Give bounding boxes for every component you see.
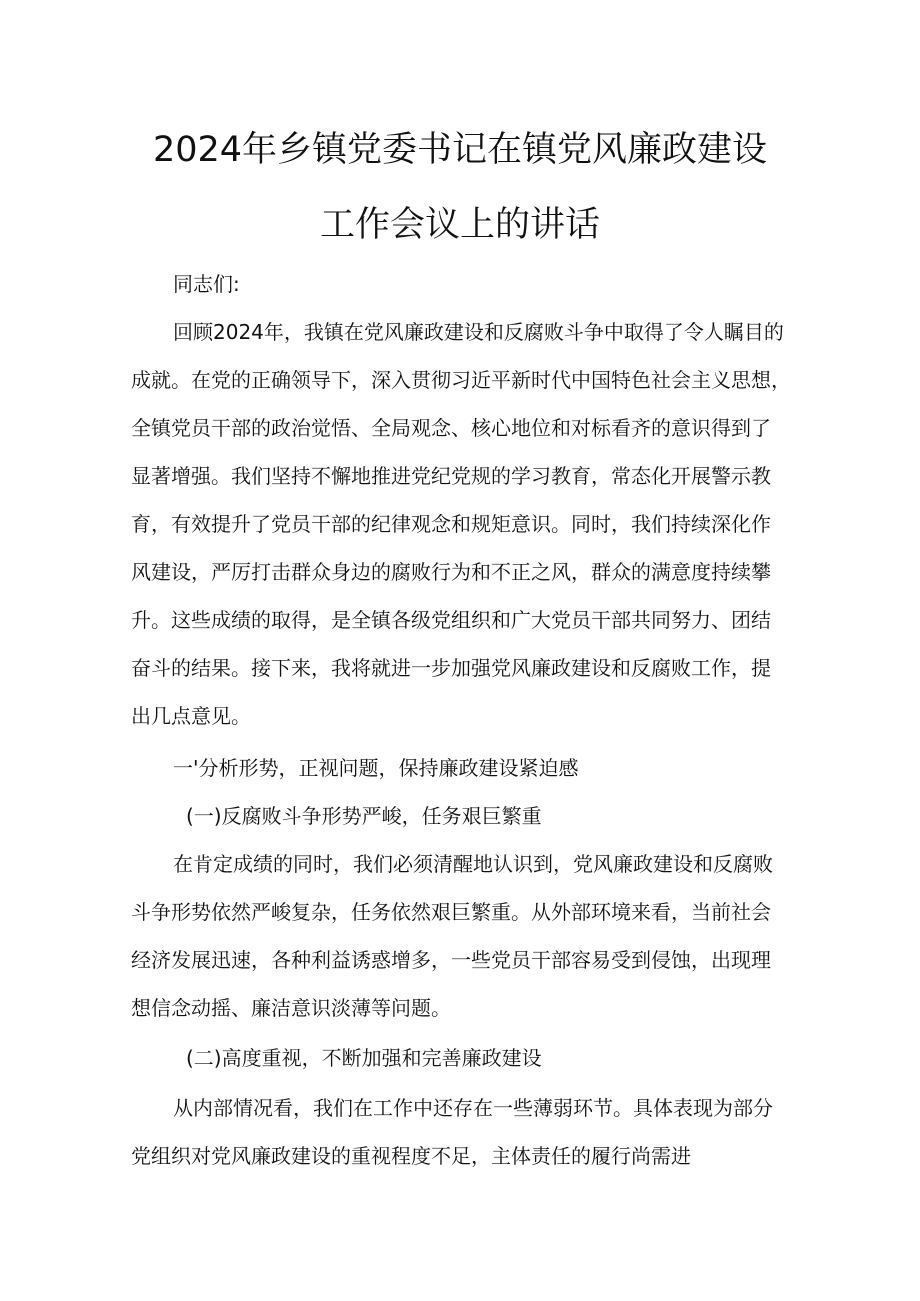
paragraph-1-line: 升。这些成绩的取得，是全镇各级党组织和广大党员干部共同努力、团结 xyxy=(131,608,771,632)
section-heading-1: 一'分析形势，正视问题，保持廉政建设紧迫感 xyxy=(173,756,579,780)
paragraph-3-line: 从内部情况看，我们在工作中还存在一些薄弱环节。具体表现为部分 xyxy=(173,1096,773,1120)
subsection-heading-1: (一)反腐败斗争形势严峻，任务艰巨繁重 xyxy=(186,804,542,828)
paragraph-1-line: 显著增强。我们坚持不懈地推进党纪党规的学习教育，常态化开展警示教 xyxy=(131,464,771,488)
salutation: 同志们: xyxy=(173,272,240,296)
subsection-heading-2: (二)高度重视，不断加强和完善廉政建设 xyxy=(186,1046,542,1070)
paragraph-1-line: 全镇党员干部的政治觉悟、全局观念、核心地位和对标看齐的意识得到了 xyxy=(131,416,771,440)
paragraph-1-line: 回顾2024年，我镇在党风廉政建设和反腐败斗争中取得了令人瞩目的 xyxy=(173,320,784,344)
document-title-line-2: 工作会议上的讲话 xyxy=(319,205,600,245)
paragraph-1-line: 出几点意见。 xyxy=(131,704,251,728)
paragraph-2-line: 在肯定成绩的同时，我们必须清醒地认识到，党风廉政建设和反腐败 xyxy=(173,852,773,876)
paragraph-2-line: 经济发展迅速，各种利益诱惑增多，一些党员干部容易受到侵蚀，出现理 xyxy=(131,948,771,972)
paragraph-1-line: 奋斗的结果。接下来，我将就进一步加强党风廉政建设和反腐败工作，提 xyxy=(131,656,771,680)
paragraph-1-line: 风建设，严厉打击群众身边的腐败行为和不正之风，群众的满意度持续攀 xyxy=(131,560,771,584)
paragraph-2-line: 想信念动摇、廉洁意识淡薄等问题。 xyxy=(131,996,451,1020)
paragraph-1-line: 成就。在党的正确领导下，深入贯彻习近平新时代中国特色社会主义思想， xyxy=(131,368,791,392)
paragraph-3-line: 党组织对党风廉政建设的重视程度不足，主体责任的履行尚需进 xyxy=(131,1144,691,1168)
paragraph-2-line: 斗争形势依然严峻复杂，任务依然艰巨繁重。从外部环境来看，当前社会 xyxy=(131,900,771,924)
document-title-line-1: 2024年乡镇党委书记在镇党风廉政建设 xyxy=(152,130,768,170)
paragraph-1-line: 育，有效提升了党员干部的纪律观念和规矩意识。同时，我们持续深化作 xyxy=(131,512,771,536)
